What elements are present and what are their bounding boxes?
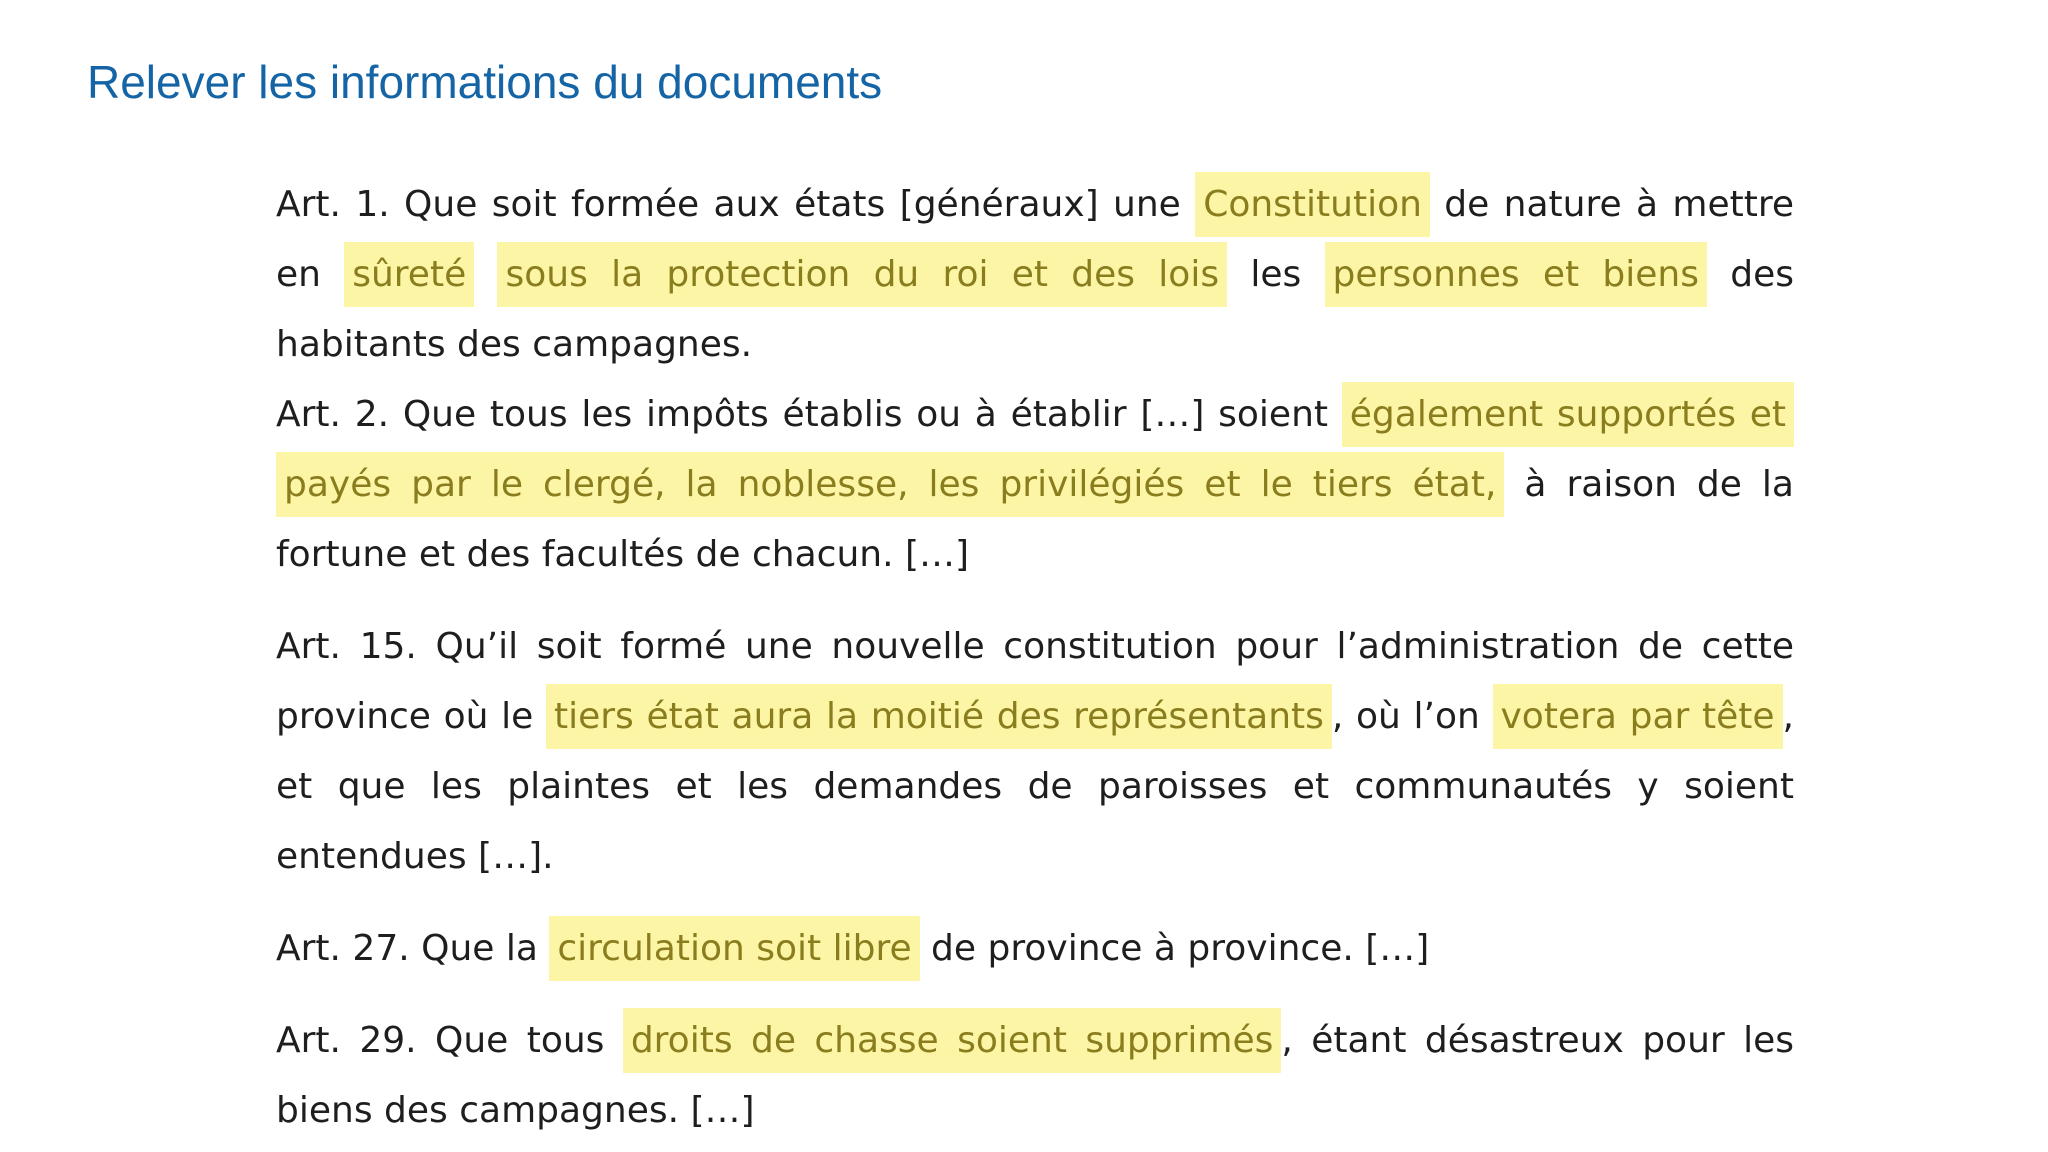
- text-segment: des habitants des campagnes.: [276, 254, 1794, 365]
- document-excerpt: [276, 170, 1794, 1146]
- text-segment: Art. 2. Que tous les impôts établis ou à établir […] soient: [276, 394, 1342, 435]
- text-segment: Art. 15. Qu’il soit formé une nouvelle constitution pour l’administration de cette province où le: [276, 626, 1794, 737]
- text-segment: à raison de la fortune et des facultés de chacun. […]: [276, 464, 1794, 575]
- article-29: [276, 1006, 1794, 1146]
- text-segment: , étant désastreux pour les biens des campagnes. […]: [276, 1020, 1794, 1131]
- text-segment: de province à province. […]: [919, 928, 1430, 969]
- highlighted-phrase: circulation soit libre: [549, 916, 919, 981]
- text-segment: , et que les plaintes et les demandes de paroisses et communautés y soient entendues […].: [276, 696, 1794, 877]
- highlighted-phrase: votera par tête: [1493, 684, 1783, 749]
- highlighted-phrase: tiers état aura la moitié des représentants: [546, 684, 1332, 749]
- text-segment: Art. 29. Que tous: [276, 1020, 623, 1061]
- slide-title: Relever les informations du documents: [87, 56, 883, 108]
- highlighted-phrase: personnes et biens: [1325, 242, 1707, 307]
- highlighted-phrase: droits de chasse soient supprimés: [623, 1008, 1282, 1073]
- highlighted-phrase: sûreté: [344, 242, 474, 307]
- article-1: [276, 170, 1794, 380]
- article-15: [276, 612, 1794, 892]
- text-segment: , où l’on: [1331, 696, 1493, 737]
- article-27: [276, 914, 1794, 984]
- text-segment: [474, 254, 497, 295]
- highlighted-phrase: Constitution: [1195, 172, 1430, 237]
- article-2: [276, 380, 1794, 590]
- text-segment: de nature à mettre en: [276, 184, 1795, 295]
- text-segment: Art. 27. Que la: [276, 928, 550, 969]
- highlighted-phrase: sous la protection du roi et des lois: [497, 242, 1227, 307]
- highlighted-phrase: également supportés et payés par le clergé, la noblesse, les privilégiés et le tiers état,: [276, 382, 1794, 517]
- text-segment: Art. 1. Que soit formée aux états [généraux] une: [276, 184, 1196, 225]
- text-segment: les: [1227, 254, 1325, 295]
